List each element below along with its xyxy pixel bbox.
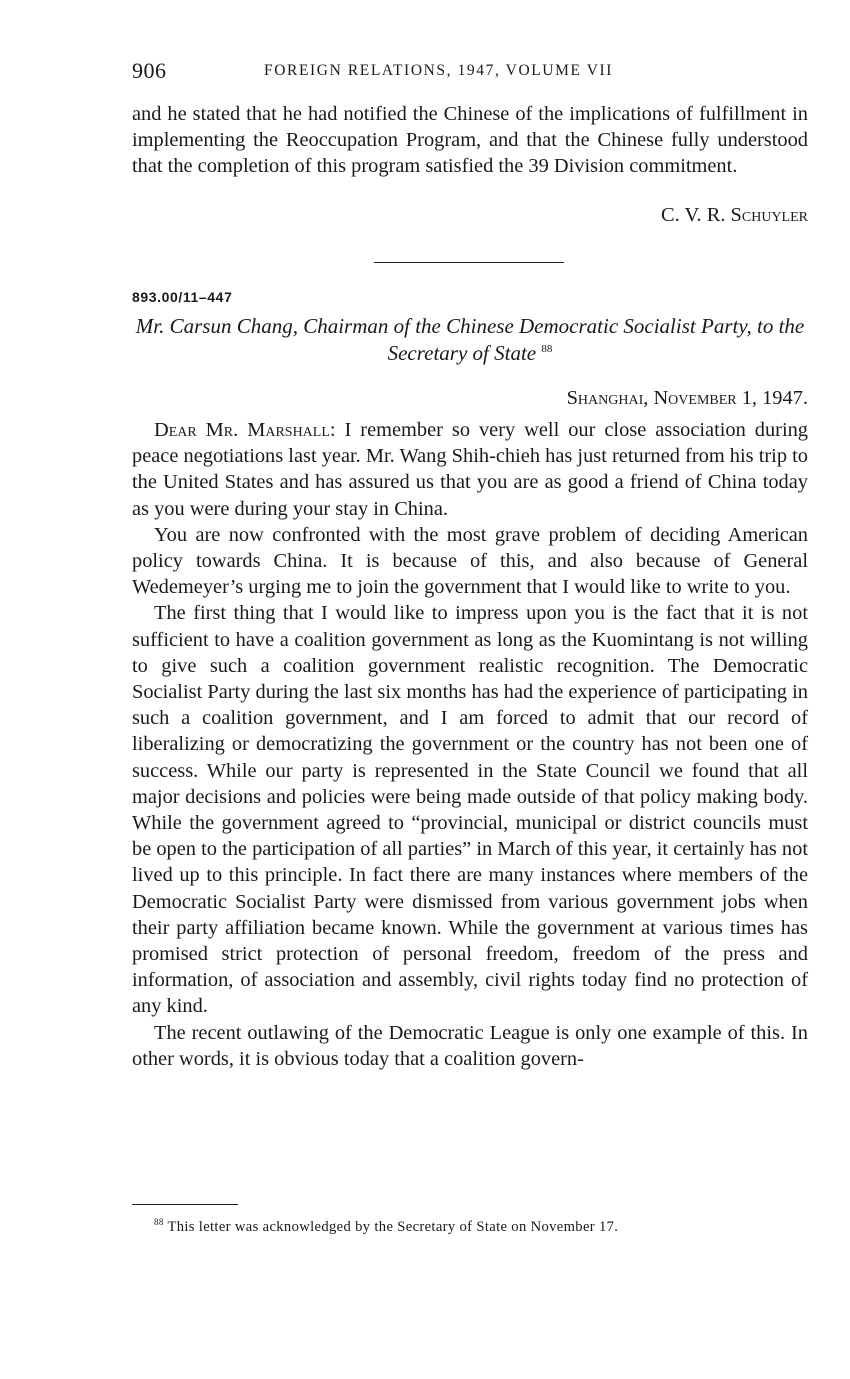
page-number: 906 [132, 58, 167, 83]
footnote [154, 1219, 814, 1236]
letter-body [132, 417, 808, 1072]
salutation: Dear Mr. Marshall: [154, 419, 336, 441]
continuation-paragraph: and he stated that he had notified the Chinese of the implications of fulfillment in implementing the Reoccupation Program, and that the Chinese fully understood that the completion of this program satisfied the 39 Division commitment. [132, 103, 808, 178]
letter-paragraph: The first thing that I would like to impress upon you is the fact that it is not sufficient to have a coalition government as long as the Kuomintang is not willing to give such a coalition government realistic recognition. The Democratic Socialist Party during the last six months has had the experience of participating in such a coalition government, and I am forced to admit that our record of liberalizing or democratizing the government or the country has not been one of success. While our party is represented in the State Council we found that all major decisions and policies were being made outside of that policy making body. While the government agreed to “provincial, municipal or district councils must be open to the participation of all parties” in March of this year, it certainly has not lived up to this principle. In fact there are many instances where members of the Democratic Socialist Party were dismissed from various government jobs when their party affiliation became known. While the government at various times has promised strict protection of personal freedom, freedom of the press and information, of association and assembly, civil rights today find no protection of any kind. [132, 602, 808, 1018]
document-id: 893.00/11–447 [132, 289, 233, 305]
letter-paragraph: The recent outlawing of the Democratic League is only one example of this. In other words, it is obvious today that a coalition govern- [132, 1021, 808, 1070]
letter-paragraph [132, 417, 808, 522]
footnote-rule [132, 1204, 238, 1205]
document-heading [132, 313, 808, 367]
running-title: FOREIGN RELATIONS, 1947, VOLUME VII [264, 62, 614, 79]
letter-paragraph: You are now confronted with the most grave problem of deciding American policy towards China. It is because of this, and also because of General Wedemeyer’s urging me to join the government that I would like to write to you. [132, 523, 808, 599]
footnote-marker: 88 [154, 1217, 164, 1228]
dateline: Shanghai, November 1, 1947. [566, 387, 808, 409]
section-divider [374, 262, 564, 263]
footnote-reference: 88 [541, 343, 553, 355]
running-head [132, 58, 808, 88]
document-heading-text: Mr. Carsun Chang, Chairman of the Chinese Democratic Socialist Party, to the Secretary of State [135, 314, 805, 365]
signature: C. V. R. Schuyler [661, 204, 808, 226]
footnote-text: This letter was acknowledged by the Secretary of State on November 17. [167, 1219, 619, 1235]
paragraph-text: I remember so very well our close association during peace negotiations last year. Mr. Wang Shih-chieh has just returned from his trip to the United States and has assured us that you are as good a friend of China today as you were during your stay in China. [132, 419, 808, 520]
